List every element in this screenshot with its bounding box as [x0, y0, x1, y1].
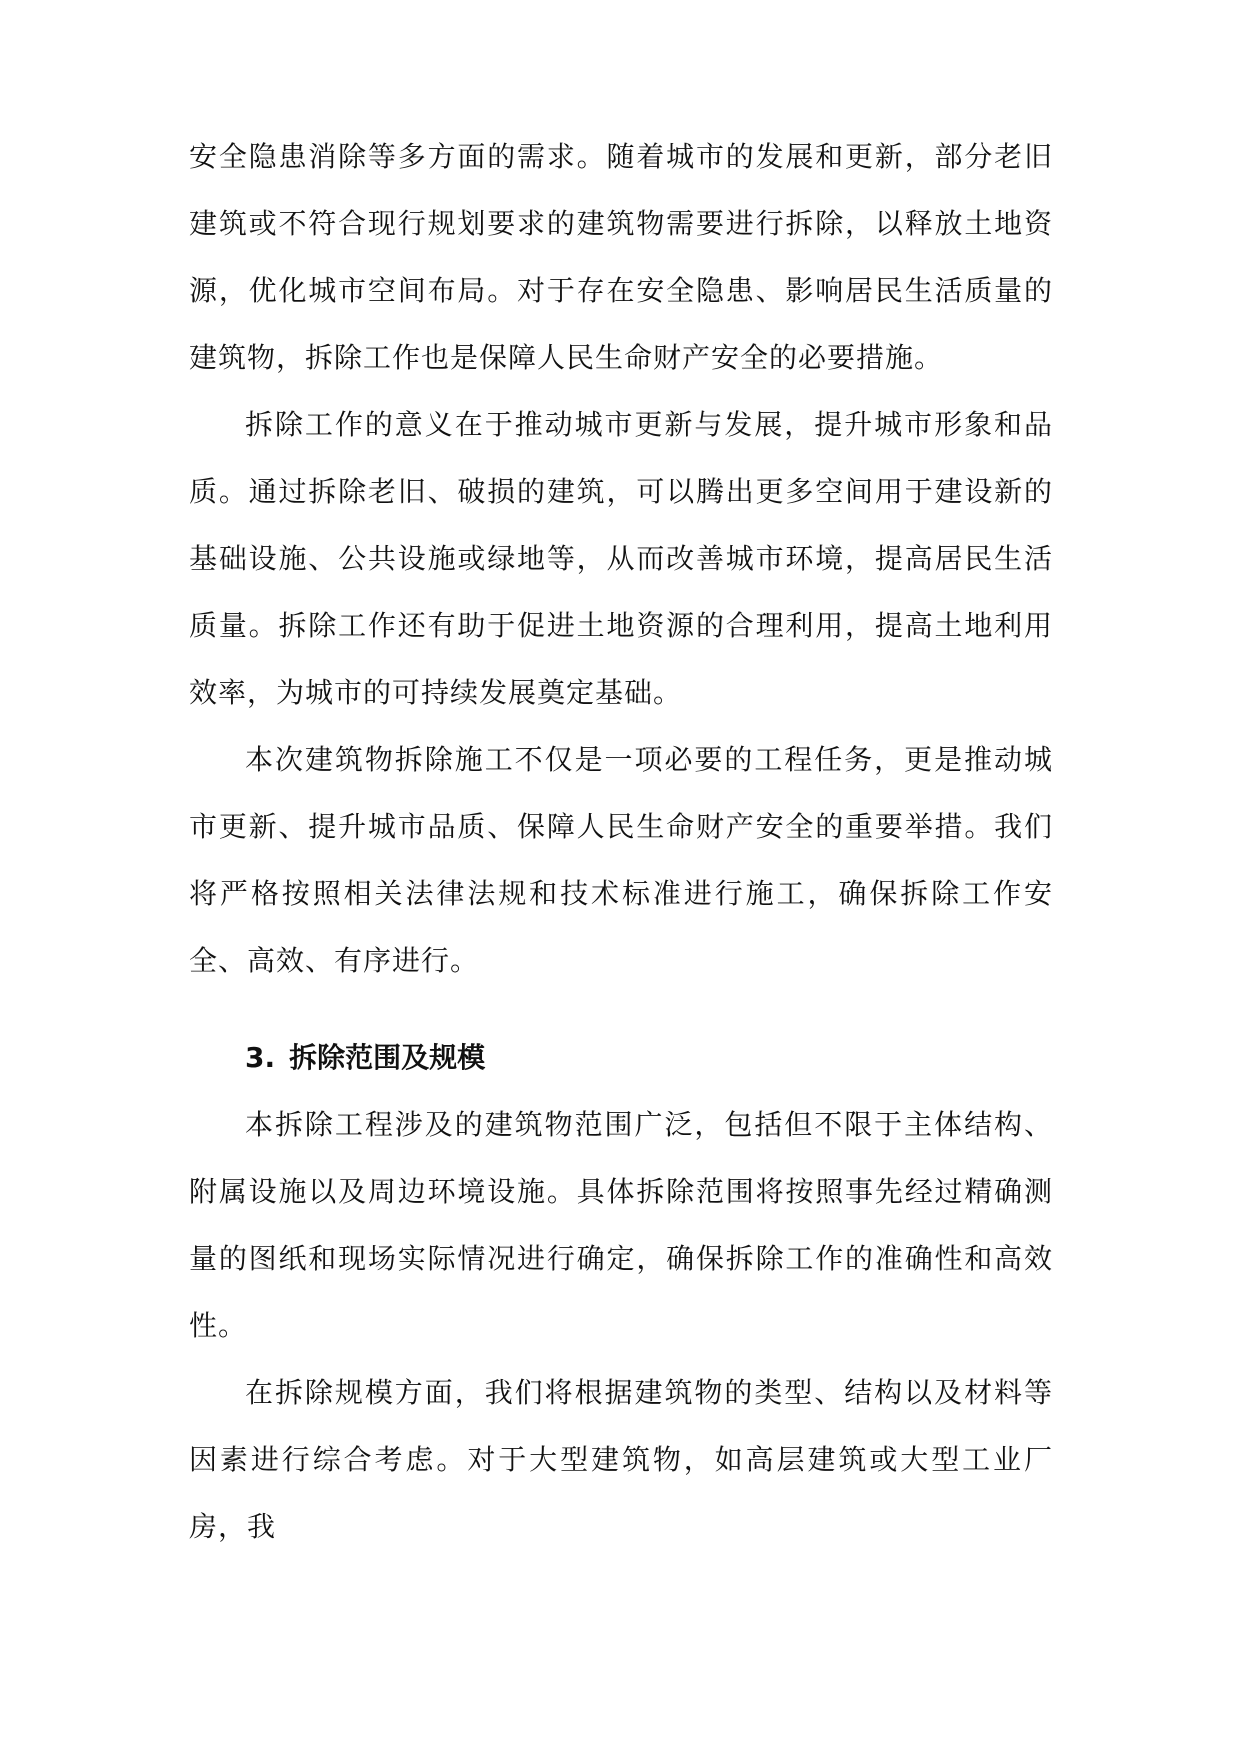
paragraph-scope: 本拆除工程涉及的建筑物范围广泛，包括但不限于主体结构、附属设施以及周边环境设施。具体拆除范围将按照事先经过精确测量的图纸和现场实际情况进行确定，确保拆除工作的准确性和高效性。	[189, 1108, 1053, 1342]
body-bottom	[189, 1091, 1053, 1560]
section-number: 3.	[245, 1041, 276, 1074]
body-top	[189, 123, 1053, 994]
section-heading	[189, 1024, 1053, 1091]
section-heading-block	[189, 1024, 1053, 1091]
paragraph-significance: 拆除工作的意义在于推动城市更新与发展，提升城市形象和品质。通过拆除老旧、破损的建筑，可以腾出更多空间用于建设新的基础设施、公共设施或绿地等，从而改善城市环境，提高居民生活质量。拆除工作还有助于促进土地资源的合理利用，提高土地利用效率，为城市的可持续发展奠定基础。	[189, 408, 1053, 709]
paragraph-commitment: 本次建筑物拆除施工不仅是一项必要的工程任务，更是推动城市更新、提升城市品质、保障人民生命财产安全的重要举措。我们将严格按照相关法律法规和技术标准进行施工，确保拆除工作安全、高效、有序进行。	[189, 743, 1053, 977]
section-title: 拆除范围及规模	[289, 1041, 486, 1074]
paragraph-continuation: 安全隐患消除等多方面的需求。随着城市的发展和更新，部分老旧建筑或不符合现行规划要求的建筑物需要进行拆除，以释放土地资源，优化城市空间布局。对于存在安全隐患、影响居民生活质量的建筑物，拆除工作也是保障人民生命财产安全的必要措施。	[189, 140, 1053, 374]
paragraph-scale: 在拆除规模方面，我们将根据建筑物的类型、结构以及材料等因素进行综合考虑。对于大型建筑物，如高层建筑或大型工业厂房，我	[189, 1376, 1053, 1543]
